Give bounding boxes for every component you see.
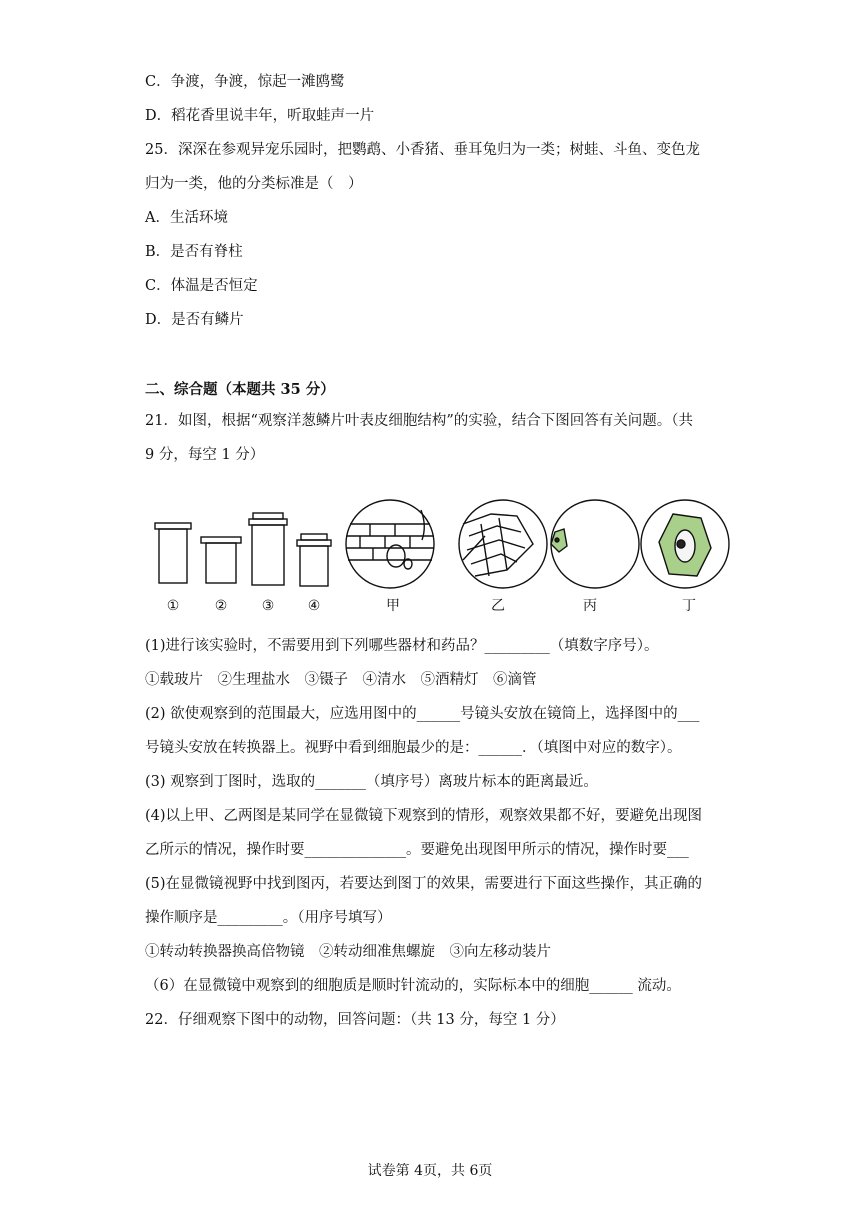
option-d-q25: D．是否有鳞片	[145, 312, 244, 328]
label-lens-1: ①	[166, 598, 180, 614]
field-bing-shape	[551, 500, 639, 588]
line-option-c-q24: C．争渡，争渡，惊起一滩鸥鹭	[145, 74, 345, 90]
field-yi-shape	[459, 500, 547, 588]
label-bing: 丙	[583, 598, 597, 614]
question-22: 22．仔细观察下图中的动物，回答问题：（共 13 分，每空 1 分）	[145, 1012, 565, 1028]
question-25-line-2: 归为一类，他的分类标准是（ ）	[145, 176, 363, 192]
field-ding-shape	[641, 500, 729, 588]
question-25-line-1: 25．深深在参观异宠乐园时，把鹦鹉、小香猪、垂耳兔归为一类；树蛙、斗鱼、变色龙	[145, 142, 700, 158]
q21-part-6: （6）在显微镜中观察到的细胞质是顺时针流动的，实际标本中的细胞______ 流动。	[145, 978, 681, 994]
q21-part-4-line-1: (4)以上甲、乙两图是某同学在显微镜下观察到的情形，观察效果都不好，要避免出现图	[145, 808, 703, 824]
label-lens-3: ③	[261, 598, 275, 614]
section-heading: 二、综合题（本题共 35 分）	[145, 381, 335, 398]
field-jia-shape	[346, 500, 434, 588]
q21-part-5-line-1: (5)在显微镜视野中找到图丙，若要达到图丁的效果，需要进行下面这些操作，其正确的	[145, 876, 703, 892]
option-c-q25: C．体温是否恒定	[145, 278, 258, 294]
option-b-q25: B．是否有脊柱	[145, 244, 243, 260]
label-lens-4: ④	[307, 598, 321, 614]
label-jia: 甲	[386, 598, 400, 614]
option-a-q25: A．生活环境	[145, 210, 228, 226]
q21-part-2-line-1: (2) 欲使观察到的范围最大，应选用图中的______号镜头安放在镜筒上，选择图中的___	[145, 706, 700, 722]
q21-part-1-options: ①载玻片 ②生理盐水 ③镊子 ④清水 ⑤酒精灯 ⑥滴管	[145, 672, 537, 688]
q21-part-4-line-2: 乙所示的情况，操作时要______________。要避免出现图甲所示的情况，操作时要___	[145, 842, 689, 858]
label-yi: 乙	[491, 598, 505, 614]
lens-1-shape	[155, 523, 191, 583]
q21-part-1: (1)进行该实验时，不需要用到下列哪些器材和药品？_________（填数字序号）。	[145, 638, 659, 654]
q21-part-5-line-2: 操作顺序是_________。（用序号填写）	[145, 910, 392, 926]
question-21-line-2: 9 分，每空 1 分）	[145, 447, 265, 463]
q21-part-2-line-2: 号镜头安放在转换器上。视野中看到细胞最少的是：______．（填图中对应的数字）。	[145, 740, 682, 756]
label-ding: 丁	[682, 598, 696, 614]
lens-4-shape	[297, 534, 331, 586]
line-option-d-q24: D．稻花香里说丰年，听取蛙声一片	[145, 108, 375, 124]
question-21-line-1: 21．如图，根据“观察洋葱鳞片叶表皮细胞结构”的实验，结合下图回答有关问题。（共	[145, 413, 694, 429]
lens-3-shape	[249, 513, 287, 585]
page-footer: 试卷第 4页，共 6页	[367, 1163, 493, 1179]
lens-2-shape	[201, 537, 241, 583]
q21-part-5-options: ①转动转换器换高倍物镜 ②转动细准焦螺旋 ③向左移动装片	[145, 944, 551, 960]
q21-part-3: (3) 观察到丁图时，选取的_______（填序号）离玻片标本的距离最近。	[145, 774, 598, 790]
label-lens-2: ②	[214, 598, 228, 614]
microscope-figure	[145, 496, 735, 618]
